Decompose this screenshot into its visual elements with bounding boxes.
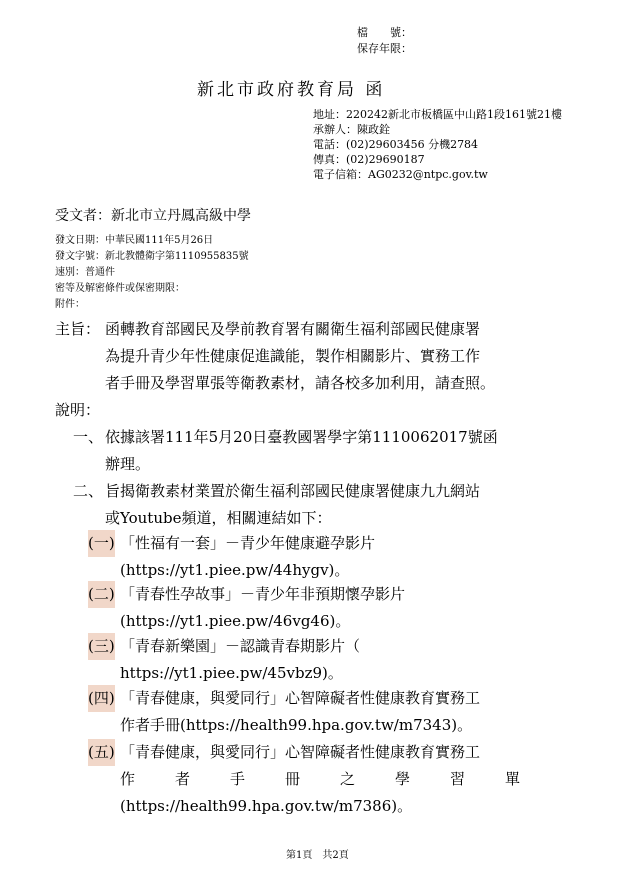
subitem-link: (https://health99.hpa.gov.tw/m7386)。 [120,797,413,815]
subitem-line: 「青春健康，與愛同行」心智障礙者性健康教育實務工 [120,743,481,761]
subitem-link: https://yt1.piee.pw/45vbz9)。 [120,664,343,682]
subject-line: 函轉教育部國民及學前教育署有關衛生福利部國民健康署 [105,320,481,338]
subitem-marker: (一) [88,530,115,557]
explanation-label: 說明： [55,401,101,419]
item-line: 或Youtube頻道，相關連結如下： [105,509,332,527]
item-marker: 二、 [73,482,104,500]
contact-phone: 電話：(02)29603456 分機2784 [313,138,479,151]
delivery-speed: 速別：普通件 [55,267,115,278]
subitem-line: 「青春新樂園」－認識青春期影片（ [120,637,361,655]
subitem-line: 「青春健康，與愛同行」心智障礙者性健康教育實務工 [120,689,481,707]
item-line: 依據該署111年5月20日臺教國署學字第1110062017號函 [105,428,498,446]
subitem-link: 作者手冊(https://health99.hpa.gov.tw/m7343)。 [120,716,473,734]
retention-label: 保存年限： [357,42,412,55]
subject-line: 者手冊及學習單張等衛教素材，請各校多加利用，請查照。 [105,374,496,392]
subitem-line: 「性福有一套」－青少年健康避孕影片 [120,534,376,552]
contact-email: 電子信箱：AG0232@ntpc.gov.tw [313,168,488,181]
subitem-line: 作者手冊之學習單 [120,770,561,788]
subitem-marker: (四) [88,685,115,712]
subject-line: 為提升青少年性健康促進識能，製作相關影片、實務工作 [105,347,481,365]
page-footer: 第1頁 共2頁 [286,850,349,861]
item-line: 辦理。 [105,455,151,473]
subitem-marker: (五) [88,739,115,766]
org-title: 新北市政府教育局 函 [197,80,386,100]
subitem-link: (https://yt1.piee.pw/44hygv)。 [120,561,350,579]
contact-address: 地址：220242新北市板橋區中山路1段161號21樓 [313,108,562,121]
subitem-marker: (二) [88,581,115,608]
doc-number: 發文字號：新北教體衛字第1110955835號 [55,251,249,262]
subitem-marker: (三) [88,633,115,660]
attachment: 附件： [55,299,85,310]
item-marker: 一、 [73,428,104,446]
file-no-label: 檔 號： [357,26,412,39]
contact-fax: 傳真：(02)29690187 [313,153,425,166]
subitem-line: 「青春性孕故事」－青少年非預期懷孕影片 [120,585,406,603]
issue-date: 發文日期：中華民國111年5月26日 [55,235,214,246]
item-line: 旨揭衛教素材業置於衛生福利部國民健康署健康九九網站 [105,482,481,500]
recipient: 受文者：新北市立丹鳳高級中學 [55,208,251,224]
subitem-link: (https://yt1.piee.pw/46vg46)。 [120,612,351,630]
secrecy-level: 密等及解密條件或保密期限： [55,283,185,294]
contact-handler: 承辦人：陳政銓 [313,123,390,136]
subject-label: 主旨： [55,320,101,338]
